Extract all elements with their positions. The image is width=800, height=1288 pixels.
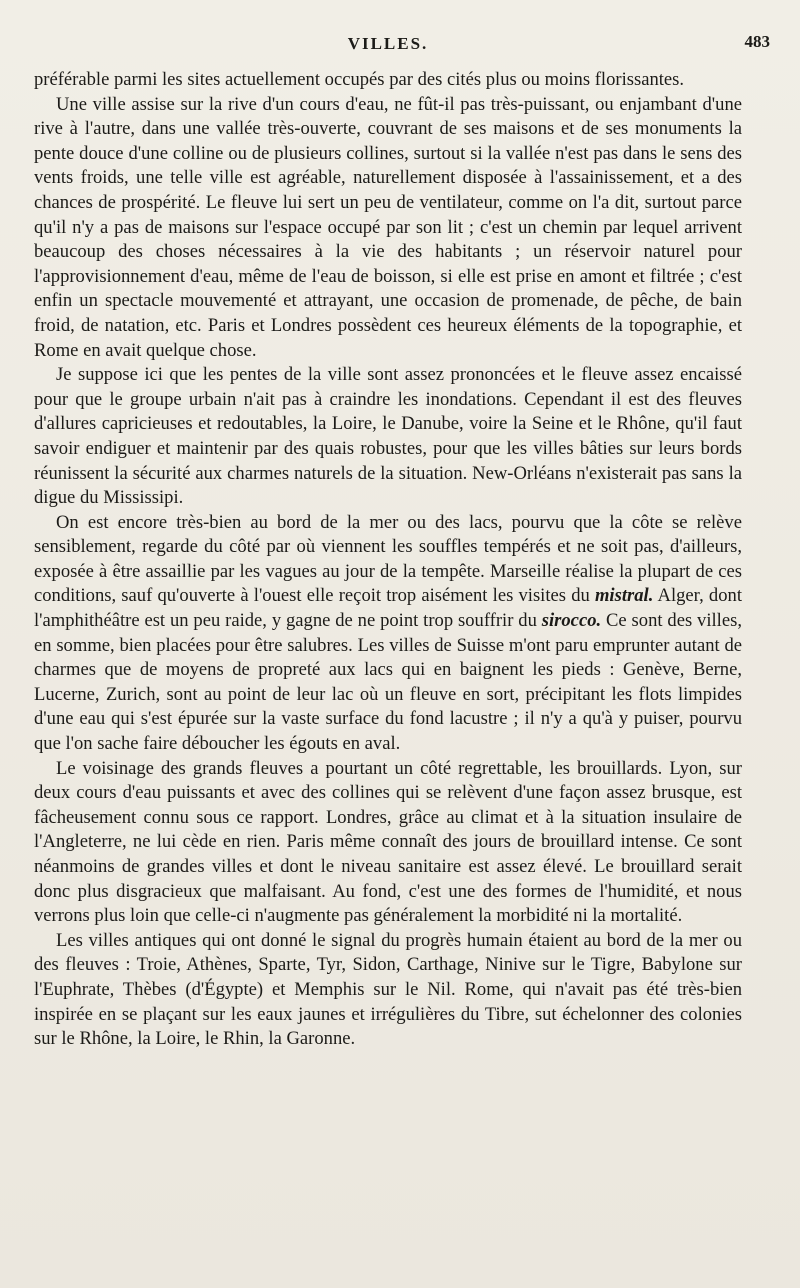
- paragraph-3: [34, 363, 742, 511]
- italic-sirocco: sirocco.: [541, 610, 602, 632]
- paragraph-5: [34, 757, 742, 929]
- body-text: [34, 68, 742, 1052]
- paragraph-4: [34, 511, 742, 757]
- paragraph-1-text: préférable parmi les sites actuellement occupés par des cités plus ou moins florissantes.: [34, 69, 685, 90]
- running-title: VILLES.: [347, 34, 429, 53]
- paragraph-4-text-2: Alger, dont l'amphithéâtre est un peu raide, y gagne de ne point trop souffrir du: [34, 585, 742, 632]
- italic-mistral: mistral.: [594, 585, 654, 607]
- paragraph-4-text-1: On est encore très-bien au bord de la mer ou des lacs, pourvu que la côte se relève sensiblement, regarde du côté par où viennent les souffles tempérés et ne soit pas, d'ailleurs, exposée à être assaillie par les vagues au jour de la tempête. Marseille réalise la plupart de ces conditions, sauf qu'ouverte à l'ouest elle reçoit trop aisément les visites du: [34, 511, 742, 607]
- paragraph-1: [34, 68, 742, 93]
- paragraph-6-text: Les villes antiques qui ont donné le signal du progrès humain étaient au bord de la mer ou des fleuves : Troie, Athènes, Sparte, Tyr, Sidon, Carthage, Ninive sur le Tigre, Babylone sur l'Euphrate, Thèbes (d'Égypte) et Memphis sur le Nil. Rome, qui n'avait pas été très-bien inspirée en se plaçant sur les eaux jaunes et irrégulières du Tibre, sut échelonner des colonies sur le Rhône, la Loire, le Rhin, la Garonne.: [34, 929, 742, 1050]
- paragraph-3-text: Je suppose ici que les pentes de la ville sont assez prononcées et le fleuve assez encaissé pour que le groupe urbain n'ait pas à craindre les inondations. Cependant il est des fleuves d'allures capricieuses et redoutables, la Loire, le Danube, voire la Seine et le Rhône, qu'il faut savoir endiguer et maintenir par des quais robustes, pour que les villes bâties sur leurs bords réunissent la sécurité aux charmes naturels de la situation. New-Orléans n'existerait pas sans la digue du Mississipi.: [34, 364, 742, 509]
- paragraph-6: [34, 929, 742, 1052]
- running-head: [34, 28, 770, 68]
- paragraph-5-text: Le voisinage des grands fleuves a pourtant un côté regrettable, les brouillards. Lyon, sur deux cours d'eau puissants et avec des collines qui se relèvent d'une façon assez brusque, est fâcheusement connu sous ce rapport. Londres, grâce au climat et à la situation insulaire de l'Angleterre, ne lui cède en rien. Paris même connaît des jours de brouillard intense. Ce sont néanmoins de grandes villes et dont le niveau sanitaire est assez élevé. Le brouillard serait donc plus disgracieux que malfaisant. Au fond, c'est une des formes de l'humidité, et nous verrons plus loin que celle-ci n'augmente pas généralement la morbidité ni la mortalité.: [34, 757, 742, 927]
- paragraph-4-text-3: Ce sont des villes, en somme, bien placées pour être salubres. Les villes de Suisse m'ont paru emprunter autant de charmes que de moyens de propreté aux lacs qui en baignent les pieds : Genève, Berne, Lucerne, Zurich, sont au point de leur lac où un fleuve en sort, précipitant les flots limpides d'une eau qui s'est épurée sur la vaste surface du fond lacustre ; il n'y a qu'à y puiser, pourvu que l'on sache faire déboucher les égouts en aval.: [34, 610, 742, 755]
- page-number: 483: [744, 32, 770, 51]
- paragraph-2-text: Une ville assise sur la rive d'un cours d'eau, ne fût-il pas très-puissant, ou enjambant d'une rive à l'autre, dans une vallée très-ouverte, couvrant de ses maisons et de ses monuments la pente douce d'une colline ou de plusieurs collines, surtout si la vallée n'est pas dans le sens des vents froids, une telle ville est agréable, naturellement disposée à l'assainissement, et a des chances de prospérité. Le fleuve lui sert un peu de ventilateur, comme on l'a dit, surtout parce qu'il n'y a pas de maisons sur l'espace occupé par son lit ; c'est un chemin par lequel arrivent beaucoup des choses nécessaires à la vie des habitants ; un réservoir naturel pour l'approvisionnement d'eau, même de l'eau de boisson, si elle est prise en amont et filtrée ; c'est enfin un spectacle mouvementé et attrayant, une occasion de promenade, de pêche, de bain froid, de natation, etc. Paris et Londres possèdent ces heureux éléments de la topographie, et Rome en avait quelque chose.: [34, 93, 742, 361]
- paragraph-2: [34, 93, 742, 364]
